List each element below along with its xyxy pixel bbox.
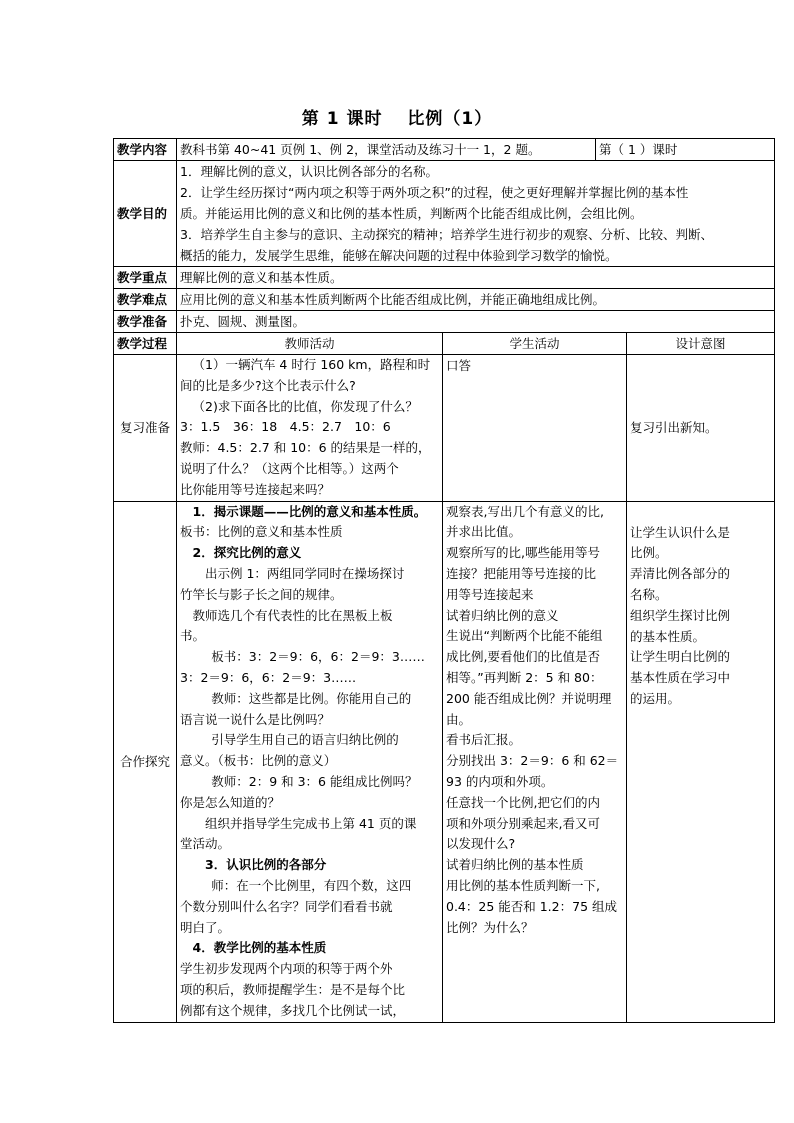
goal-line: 2．让学生经历探讨“两内项之积等于两外项之积”的过程，使之更好理解并掌握比例的基本性 bbox=[180, 185, 689, 200]
text-line: 教师：2：9 和 3：6 能组成比例吗？ bbox=[211, 773, 418, 789]
text-line: 堂活动。 bbox=[180, 836, 231, 852]
text-line: 组织学生探讨比例 bbox=[630, 607, 731, 623]
period-text: 第（ 1 ）课时 bbox=[596, 139, 775, 161]
text-line: 教师：这些都是比例。你能用自己的 bbox=[211, 690, 412, 706]
text-line: 任意找一个比例,把它们的内 bbox=[446, 794, 600, 810]
text-line: 组织并指导学生完成书上第 41 页的课 bbox=[205, 815, 417, 831]
text-line: 出示例 1：两组同学同时在操场探讨 bbox=[205, 565, 405, 581]
text-line: 间的比是多少?这个比表示什么? bbox=[180, 377, 356, 393]
text-line: 个数分别叫什么名字？同学们看看书就 bbox=[180, 898, 393, 914]
text-line: 并求出比值。 bbox=[446, 524, 522, 540]
label-goals: 教学目的 bbox=[114, 161, 177, 267]
text-line: 让学生认识什么是 bbox=[630, 524, 731, 540]
text-line: 项和外项分别乘起来,看又可 bbox=[446, 815, 600, 831]
text-line: 比例。 bbox=[630, 545, 668, 561]
text-line: 93 的内项和外项。 bbox=[446, 773, 554, 789]
label-process: 教学过程 bbox=[114, 333, 177, 355]
text-line: 说明了什么？（这两个比相等。）这两个 bbox=[180, 460, 399, 476]
review-student: 口答 bbox=[443, 355, 627, 502]
text-line: 弄清比例各部分的 bbox=[630, 566, 731, 582]
text-line: 的运用。 bbox=[630, 690, 681, 706]
text-line: 基本性质在学习中 bbox=[630, 670, 731, 686]
text-line: 教师：4.5：2.7 和 10：6 的结果是一样的， bbox=[180, 440, 431, 456]
row-content bbox=[114, 139, 775, 161]
goals-text bbox=[177, 161, 775, 267]
text-line: 引导学生用自己的语言归纳比例的 bbox=[211, 732, 399, 748]
goal-line: 概括的能力，发展学生思维，能够在解决问题的过程中体验到学习数学的愉悦。 bbox=[180, 248, 618, 263]
lesson-plan-table bbox=[113, 138, 775, 1023]
text-line: 教师选几个有代表性的比在黑板上板 bbox=[192, 607, 393, 623]
label-review: 复习准备 bbox=[114, 355, 177, 502]
text-line: 你是怎么知道的？ bbox=[180, 794, 281, 810]
text-line: 用等号连接起来 bbox=[446, 586, 534, 602]
text-line: 看书后汇报。 bbox=[446, 732, 522, 748]
text-line: 3：1.5 36：18 4.5：2.7 10：6 bbox=[180, 419, 391, 435]
text-line: 生说出“判断两个比能不能组 bbox=[446, 628, 603, 644]
goal-line: 1．理解比例的意义，认识比例各部分的名称。 bbox=[180, 164, 438, 179]
text-line: 比你能用等号连接起来吗？ bbox=[180, 481, 331, 497]
text-line: 意义。（板书：比例的意义） bbox=[180, 753, 337, 769]
text-line: 师：在一个比例里，有四个数，这四 bbox=[211, 877, 412, 893]
key-text: 理解比例的意义和基本性质。 bbox=[177, 267, 775, 289]
row-review bbox=[114, 355, 775, 502]
goal-line: 3．培养学生自主参与的意识、主动探究的精神；培养学生进行初步的观察、分析、比较、判断、 bbox=[180, 227, 713, 242]
goal-line: 质。并能运用比例的意义和比例的基本性质，判断两个比能否组成比例，会组比例。 bbox=[180, 206, 643, 221]
text-line: 相等。”再判断 2：5 和 80： bbox=[446, 669, 603, 685]
text-line: 书。 bbox=[180, 628, 206, 644]
prep-text: 扑克、圆规、测量图。 bbox=[177, 311, 775, 333]
difficulty-text: 应用比例的意义和基本性质判断两个比能否组成比例，并能正确地组成比例。 bbox=[177, 289, 775, 311]
explore-teacher bbox=[177, 501, 443, 1022]
section-heading: 4．教学比例的基本性质 bbox=[192, 940, 327, 956]
text-line: 项的积后，教师提醒学生：是不是每个比 bbox=[180, 981, 406, 997]
label-content: 教学内容 bbox=[114, 139, 177, 161]
label-prep: 教学准备 bbox=[114, 311, 177, 333]
section-heading: 3．认识比例的各部分 bbox=[205, 857, 327, 873]
text-line: 观察所写的比,哪些能用等号 bbox=[446, 545, 600, 561]
label-difficulty: 教学难点 bbox=[114, 289, 177, 311]
section-heading: 2．探究比例的意义 bbox=[192, 545, 302, 561]
text-line: 以发现什么? bbox=[446, 836, 516, 852]
text-line: 学生初步发现两个内项的积等于两个外 bbox=[180, 961, 393, 977]
explore-intent bbox=[627, 501, 775, 1022]
text-line: 观察表,写出几个有意义的比, bbox=[446, 503, 604, 519]
row-process-header bbox=[114, 333, 775, 355]
review-teacher bbox=[177, 355, 443, 502]
text-line: 连接？把能用等号连接的比 bbox=[446, 565, 597, 581]
text-line: 试着归纳比例的基本性质 bbox=[446, 857, 584, 873]
text-line: （1）一辆汽车 4 时行 160 km，路程和时 bbox=[192, 357, 431, 372]
text-line: 让学生明白比例的 bbox=[630, 649, 731, 665]
text-line: 用比例的基本性质判断一下, bbox=[446, 877, 600, 893]
text-line: 语言说一说什么是比例吗？ bbox=[180, 711, 331, 727]
explore-student bbox=[443, 501, 627, 1022]
text-line: 由。 bbox=[446, 711, 472, 727]
label-key: 教学重点 bbox=[114, 267, 177, 289]
text-line: 的基本性质。 bbox=[630, 628, 706, 644]
row-key bbox=[114, 267, 775, 289]
text-line: 竹竿长与影子长之间的规律。 bbox=[180, 586, 343, 602]
text-line: 200 能否组成比例？并说明理 bbox=[446, 690, 612, 706]
text-line: 比例？为什么？ bbox=[446, 919, 534, 935]
text-line: 分别找出 3：2＝9：6 和 62＝ bbox=[446, 753, 619, 769]
header-intent: 设计意图 bbox=[627, 333, 775, 355]
page-title: 第 1 课时 比例（1） bbox=[301, 109, 493, 129]
text-line: 板书：比例的意义和基本性质 bbox=[180, 524, 343, 540]
row-explore bbox=[114, 501, 775, 1022]
row-prep bbox=[114, 311, 775, 333]
spacer bbox=[630, 502, 771, 523]
label-explore: 合作探究 bbox=[114, 501, 177, 1022]
text-line: 成比例,要看他们的比值是否 bbox=[446, 649, 600, 665]
content-text: 教科书第 40~41 页例 1、例 2，课堂活动及练习十一 1，2 题。 bbox=[177, 139, 596, 161]
row-goals bbox=[114, 161, 775, 267]
text-line: 名称。 bbox=[630, 586, 668, 602]
text-line: 试着归纳比例的意义 bbox=[446, 607, 559, 623]
review-intent: 复习引出新知。 bbox=[627, 355, 775, 502]
text-line: 板书：3：2＝9：6，6：2＝9：3…… bbox=[211, 649, 425, 665]
text-line: 明白了。 bbox=[180, 919, 231, 935]
text-line: 0.4：25 能否和 1.2：75 组成 bbox=[446, 898, 617, 914]
header-student: 学生活动 bbox=[443, 333, 627, 355]
row-difficulty bbox=[114, 289, 775, 311]
header-teacher: 教师活动 bbox=[177, 333, 443, 355]
text-line: （2)求下面各比的比值，你发现了什么？ bbox=[192, 398, 418, 414]
text-line: 3：2＝9：6，6：2＝9：3…… bbox=[180, 669, 357, 685]
text-line: 例都有这个规律，多找几个比例试一试， bbox=[180, 1002, 406, 1018]
section-heading: 1．揭示课题——比例的意义和基本性质。 bbox=[192, 503, 427, 519]
